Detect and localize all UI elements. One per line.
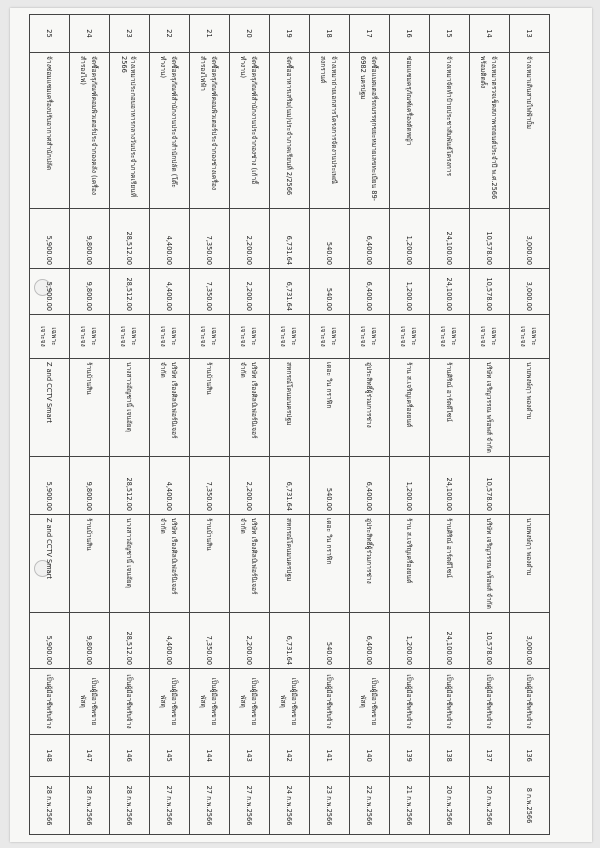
bidder-name: นางสาวอัญชานิ์ เจนอัยดุ <box>110 359 150 457</box>
median-price: 2,200.00 <box>230 269 270 315</box>
agreed-price: 9,800.00 <box>70 613 110 669</box>
procurement-method: เฉพาะเจาะจง <box>230 315 270 359</box>
median-price: 6,400.00 <box>350 269 390 315</box>
bidder-name: สหกรณ์โคนมนครปฐม <box>270 359 310 457</box>
item-description: จ้างเหมาประกอบอาหารกลางวันประจำภาคเรียนที่ 2566 <box>110 53 150 209</box>
procurement-table <box>29 14 550 835</box>
procurement-method: เฉพาะเจาะจง <box>70 315 110 359</box>
item-description: จ้างเหมาถ่ายเอกสารโครงการจัดงานประเพณีสงกรานต์ <box>310 53 350 209</box>
bid-price: 24,100.00 <box>430 457 470 515</box>
agreed-price: 540.00 <box>310 613 350 669</box>
selection-reason: เป็นผู้มีอาชีพขายพัสดุ <box>270 669 310 735</box>
median-price: 10,578.00 <box>470 269 510 315</box>
row-number: 23 <box>110 15 150 53</box>
row-number: 19 <box>270 15 310 53</box>
procurement-method: เฉพาะเจาะจง <box>150 315 190 359</box>
bidder-name: นายพงษ์ฤา พองดำบ <box>510 359 550 457</box>
agreed-price: 5,900.00 <box>30 613 70 669</box>
procurement-method: เฉพาะเจาะจง <box>470 315 510 359</box>
item-description: จ้างเหมาตรวจเช็คสภาพรถยนต์ประจำปี พ.ศ.2566 พร้อมติดตั้ง <box>470 53 510 209</box>
contract-date: 22 ก.พ.2566 <box>350 777 390 835</box>
bidder-name: Z and CCTV Smart <box>30 359 70 457</box>
budget-amount: 6,731.64 <box>270 209 310 269</box>
selection-reason: เป็นผู้มีอาชีพรับจ้าง <box>510 669 550 735</box>
selection-reason: เป็นผู้มีอาชีพขายพัสดุ <box>150 669 190 735</box>
table-row <box>150 15 190 835</box>
budget-amount: 10,578.00 <box>470 209 510 269</box>
bidder-name: ร้านบ้านสิน <box>190 359 230 457</box>
selected-vendor: เดอะ วิน กราฟิก <box>310 515 350 613</box>
selected-vendor: ร้าน ส.เจริญเครื่องยนต์ <box>390 515 430 613</box>
contract-date: 28 ก.พ.2566 <box>70 777 110 835</box>
budget-amount: 5,900.00 <box>30 209 70 269</box>
bid-price: 9,800.00 <box>70 457 110 515</box>
table-body <box>30 15 550 835</box>
bid-price: 540.00 <box>310 457 350 515</box>
procurement-method: เฉพาะเจาะจง <box>430 315 470 359</box>
bidder-name: ร้านศิริณ์ อาร์ตดีไซน์ <box>430 359 470 457</box>
item-description: จัดซื้อครุภัณฑ์สำนักงานประจำกองช่าง (เก้าอี้ทำงาน) <box>230 53 270 209</box>
selection-reason: เป็นผู้มีอาชีพขายพัสดุ <box>350 669 390 735</box>
procurement-method: เฉพาะเจาะจง <box>510 315 550 359</box>
selected-vendor: ร้านศิริณ์ อาร์ตดีไซน์ <box>430 515 470 613</box>
agreed-price: 6,731.64 <box>270 613 310 669</box>
procurement-method: เฉพาะเจาะจง <box>110 315 150 359</box>
selection-reason: เป็นผู้มีอาชีพขายพัสดุ <box>70 669 110 735</box>
bid-price: 10,578.00 <box>470 457 510 515</box>
bidder-name: ร้าน ส.เจริญเครื่องยนต์ <box>390 359 430 457</box>
bidder-name: เดอะ วิน กราฟิก <box>310 359 350 457</box>
bidder-name: บริษัท เรืองศิลป์เฟอร์นิเจอร์ จำกัด <box>150 359 190 457</box>
selected-vendor: ร้านบ้านสิน <box>70 515 110 613</box>
bid-price: 6,400.00 <box>350 457 390 515</box>
contract-number: 136 <box>510 735 550 777</box>
budget-amount: 4,400.00 <box>150 209 190 269</box>
item-description: จัดซื้อครุภัณฑ์คอมพิวเตอร์ประจำกองช่างเครื่องสำรองไฟฟ้า <box>190 53 230 209</box>
median-price: 7,350.00 <box>190 269 230 315</box>
median-price: 4,400.00 <box>150 269 190 315</box>
bid-price: 28,512.00 <box>110 457 150 515</box>
bid-price: 2,200.00 <box>230 457 270 515</box>
median-price: 9,800.00 <box>70 269 110 315</box>
median-price: 5,900.00 <box>30 269 70 315</box>
agreed-price: 24,100.00 <box>430 613 470 669</box>
budget-amount: 24,100.00 <box>430 209 470 269</box>
row-number: 14 <box>470 15 510 53</box>
row-number: 17 <box>350 15 390 53</box>
row-number: 25 <box>30 15 70 53</box>
selected-vendor: อู่ประสิทธิ์ผู้ร่วมการช่าง <box>350 515 390 613</box>
item-description: จัดซื้อแบตเตอรี่รถบรรทุกขยะหมายเลขทะเบียน 89-6982 นครปฐม <box>350 53 390 209</box>
selection-reason: เป็นผู้มีอาชีพรับจ้าง <box>30 669 70 735</box>
table-row <box>310 15 350 835</box>
bid-price: 6,731.64 <box>270 457 310 515</box>
item-description: จ้างซ่อมแซมเครื่องปรับอากาศสำนักปลัด <box>30 53 70 209</box>
agreed-price: 7,350.00 <box>190 613 230 669</box>
selected-vendor: บริษัท เรืองศิลป์เฟอร์นิเจอร์ จำกัด <box>230 515 270 613</box>
item-description: จ้างเหมาจัดทำป้ายประชาสัมพันธ์โครงการ <box>430 53 470 209</box>
contract-number: 145 <box>150 735 190 777</box>
selected-vendor: บริษัท เรืองศิลป์เฟอร์นิเจอร์ จำกัด <box>150 515 190 613</box>
selected-vendor: บริษัท เจริญวรรณ พร็อพส์ จำกัด <box>470 515 510 613</box>
bidder-name: บริษัท เรืองศิลป์เฟอร์นิเจอร์ จำกัด <box>230 359 270 457</box>
agreed-price: 4,400.00 <box>150 613 190 669</box>
bidder-name: ร้านบ้านสิน <box>70 359 110 457</box>
budget-amount: 2,200.00 <box>230 209 270 269</box>
contract-date: 27 ก.พ.2566 <box>150 777 190 835</box>
contract-date: 20 ก.พ.2566 <box>430 777 470 835</box>
procurement-method: เฉพาะเจาะจง <box>190 315 230 359</box>
contract-date: 28 ก.พ.2566 <box>30 777 70 835</box>
bid-price: 7,350.00 <box>190 457 230 515</box>
contract-date: 21 ก.พ.2566 <box>390 777 430 835</box>
selected-vendor: สหกรณ์โคนมนครปฐม <box>270 515 310 613</box>
budget-amount: 9,800.00 <box>70 209 110 269</box>
item-description: ซ่อมแซมครุภัณฑ์เครื่องตัดหญ้า <box>390 53 430 209</box>
row-number: 24 <box>70 15 110 53</box>
contract-number: 147 <box>70 735 110 777</box>
row-number: 21 <box>190 15 230 53</box>
contract-number: 142 <box>270 735 310 777</box>
table-row <box>30 15 70 835</box>
contract-date: 20 ก.พ.2566 <box>470 777 510 835</box>
median-price: 28,512.00 <box>110 269 150 315</box>
budget-amount: 28,512.00 <box>110 209 150 269</box>
row-number: 13 <box>510 15 550 53</box>
selection-reason: เป็นผู้มีอาชีพรับจ้าง <box>470 669 510 735</box>
selection-reason: เป็นผู้มีอาชีพรับจ้าง <box>110 669 150 735</box>
selected-vendor: ร้านบ้านสิน <box>190 515 230 613</box>
table-row <box>270 15 310 835</box>
contract-date: 28 ก.พ.2566 <box>110 777 150 835</box>
agreed-price: 10,578.00 <box>470 613 510 669</box>
row-number: 22 <box>150 15 190 53</box>
bid-price: 4,400.00 <box>150 457 190 515</box>
selection-reason: เป็นผู้มีอาชีพรับจ้าง <box>310 669 350 735</box>
procurement-method: เฉพาะเจาะจง <box>310 315 350 359</box>
budget-amount: 1,200.00 <box>390 209 430 269</box>
row-number: 15 <box>430 15 470 53</box>
agreed-price: 6,400.00 <box>350 613 390 669</box>
budget-amount: 6,400.00 <box>350 209 390 269</box>
bid-price: 1,200.00 <box>390 457 430 515</box>
median-price: 6,731.64 <box>270 269 310 315</box>
contract-date: 23 ก.พ.2566 <box>310 777 350 835</box>
table-row <box>510 15 550 835</box>
table-row <box>430 15 470 835</box>
contract-number: 146 <box>110 735 150 777</box>
table-row <box>190 15 230 835</box>
selected-vendor: Z and CCTV Smart <box>30 515 70 613</box>
selection-reason: เป็นผู้มีอาชีพรับจ้าง <box>390 669 430 735</box>
bid-price <box>510 457 550 515</box>
row-number: 20 <box>230 15 270 53</box>
bidder-name: อู่ประสิทธิ์ผู้ร่วมการช่าง <box>350 359 390 457</box>
selection-reason: เป็นผู้มีอาชีพขายพัสดุ <box>190 669 230 735</box>
contract-number: 140 <box>350 735 390 777</box>
median-price: 3,000.00 <box>510 269 550 315</box>
item-description: จัดซื้ออาหารเสริม(นม)ประจำภาคเรียนที่ 2/2566 <box>270 53 310 209</box>
item-description: จ้างเหมาเดินสายไฟฟ้าปั้ม <box>510 53 550 209</box>
contract-date: 8 ก.พ.2566 <box>510 777 550 835</box>
budget-amount: 3,000.00 <box>510 209 550 269</box>
selected-vendor: นายพงษ์ฤา พองดำบ <box>510 515 550 613</box>
table-row <box>70 15 110 835</box>
agreed-price: 2,200.00 <box>230 613 270 669</box>
selection-reason: เป็นผู้มีอาชีพรับจ้าง <box>430 669 470 735</box>
budget-amount: 7,350.00 <box>190 209 230 269</box>
agreed-price: 1,200.00 <box>390 613 430 669</box>
contract-number: 143 <box>230 735 270 777</box>
item-description: จัดซื้อครุภัณฑ์คอมพิวเตอร์ประจำกองคลัง (เครื่องสำรองไฟ) <box>70 53 110 209</box>
table-row <box>230 15 270 835</box>
contract-number: 148 <box>30 735 70 777</box>
contract-number: 138 <box>430 735 470 777</box>
procurement-method: เฉพาะเจาะจง <box>390 315 430 359</box>
selection-reason: เป็นผู้มีอาชีพขายพัสดุ <box>230 669 270 735</box>
median-price: 24,100.00 <box>430 269 470 315</box>
contract-number: 144 <box>190 735 230 777</box>
selected-vendor: นางสาวอัญชานิ์ เจนอัยดุ <box>110 515 150 613</box>
item-description: จัดซื้อครุภัณฑ์สำนักงานประจำสำนักปลัด (โต๊ะทำงาน) <box>150 53 190 209</box>
median-price: 540.00 <box>310 269 350 315</box>
procurement-method: เฉพาะเจาะจง <box>350 315 390 359</box>
agreed-price: 3,000.00 <box>510 613 550 669</box>
table-row <box>390 15 430 835</box>
procurement-method: เฉพาะเจาะจง <box>30 315 70 359</box>
procurement-method: เฉพาะเจาะจง <box>270 315 310 359</box>
row-number: 16 <box>390 15 430 53</box>
row-number: 18 <box>310 15 350 53</box>
agreed-price: 28,512.00 <box>110 613 150 669</box>
table-row <box>350 15 390 835</box>
contract-date: 27 ก.พ.2566 <box>190 777 230 835</box>
contract-date: 27 ก.พ.2566 <box>230 777 270 835</box>
contract-date: 24 ก.พ.2566 <box>270 777 310 835</box>
contract-number: 139 <box>390 735 430 777</box>
procurement-table-region <box>39 14 550 834</box>
table-row <box>110 15 150 835</box>
median-price: 1,200.00 <box>390 269 430 315</box>
bidder-name: บริษัท เจริญวรรณ พร็อพส์ จำกัด <box>470 359 510 457</box>
budget-amount: 540.00 <box>310 209 350 269</box>
contract-number: 141 <box>310 735 350 777</box>
bid-price: 5,900.00 <box>30 457 70 515</box>
contract-number: 137 <box>470 735 510 777</box>
table-row <box>470 15 510 835</box>
